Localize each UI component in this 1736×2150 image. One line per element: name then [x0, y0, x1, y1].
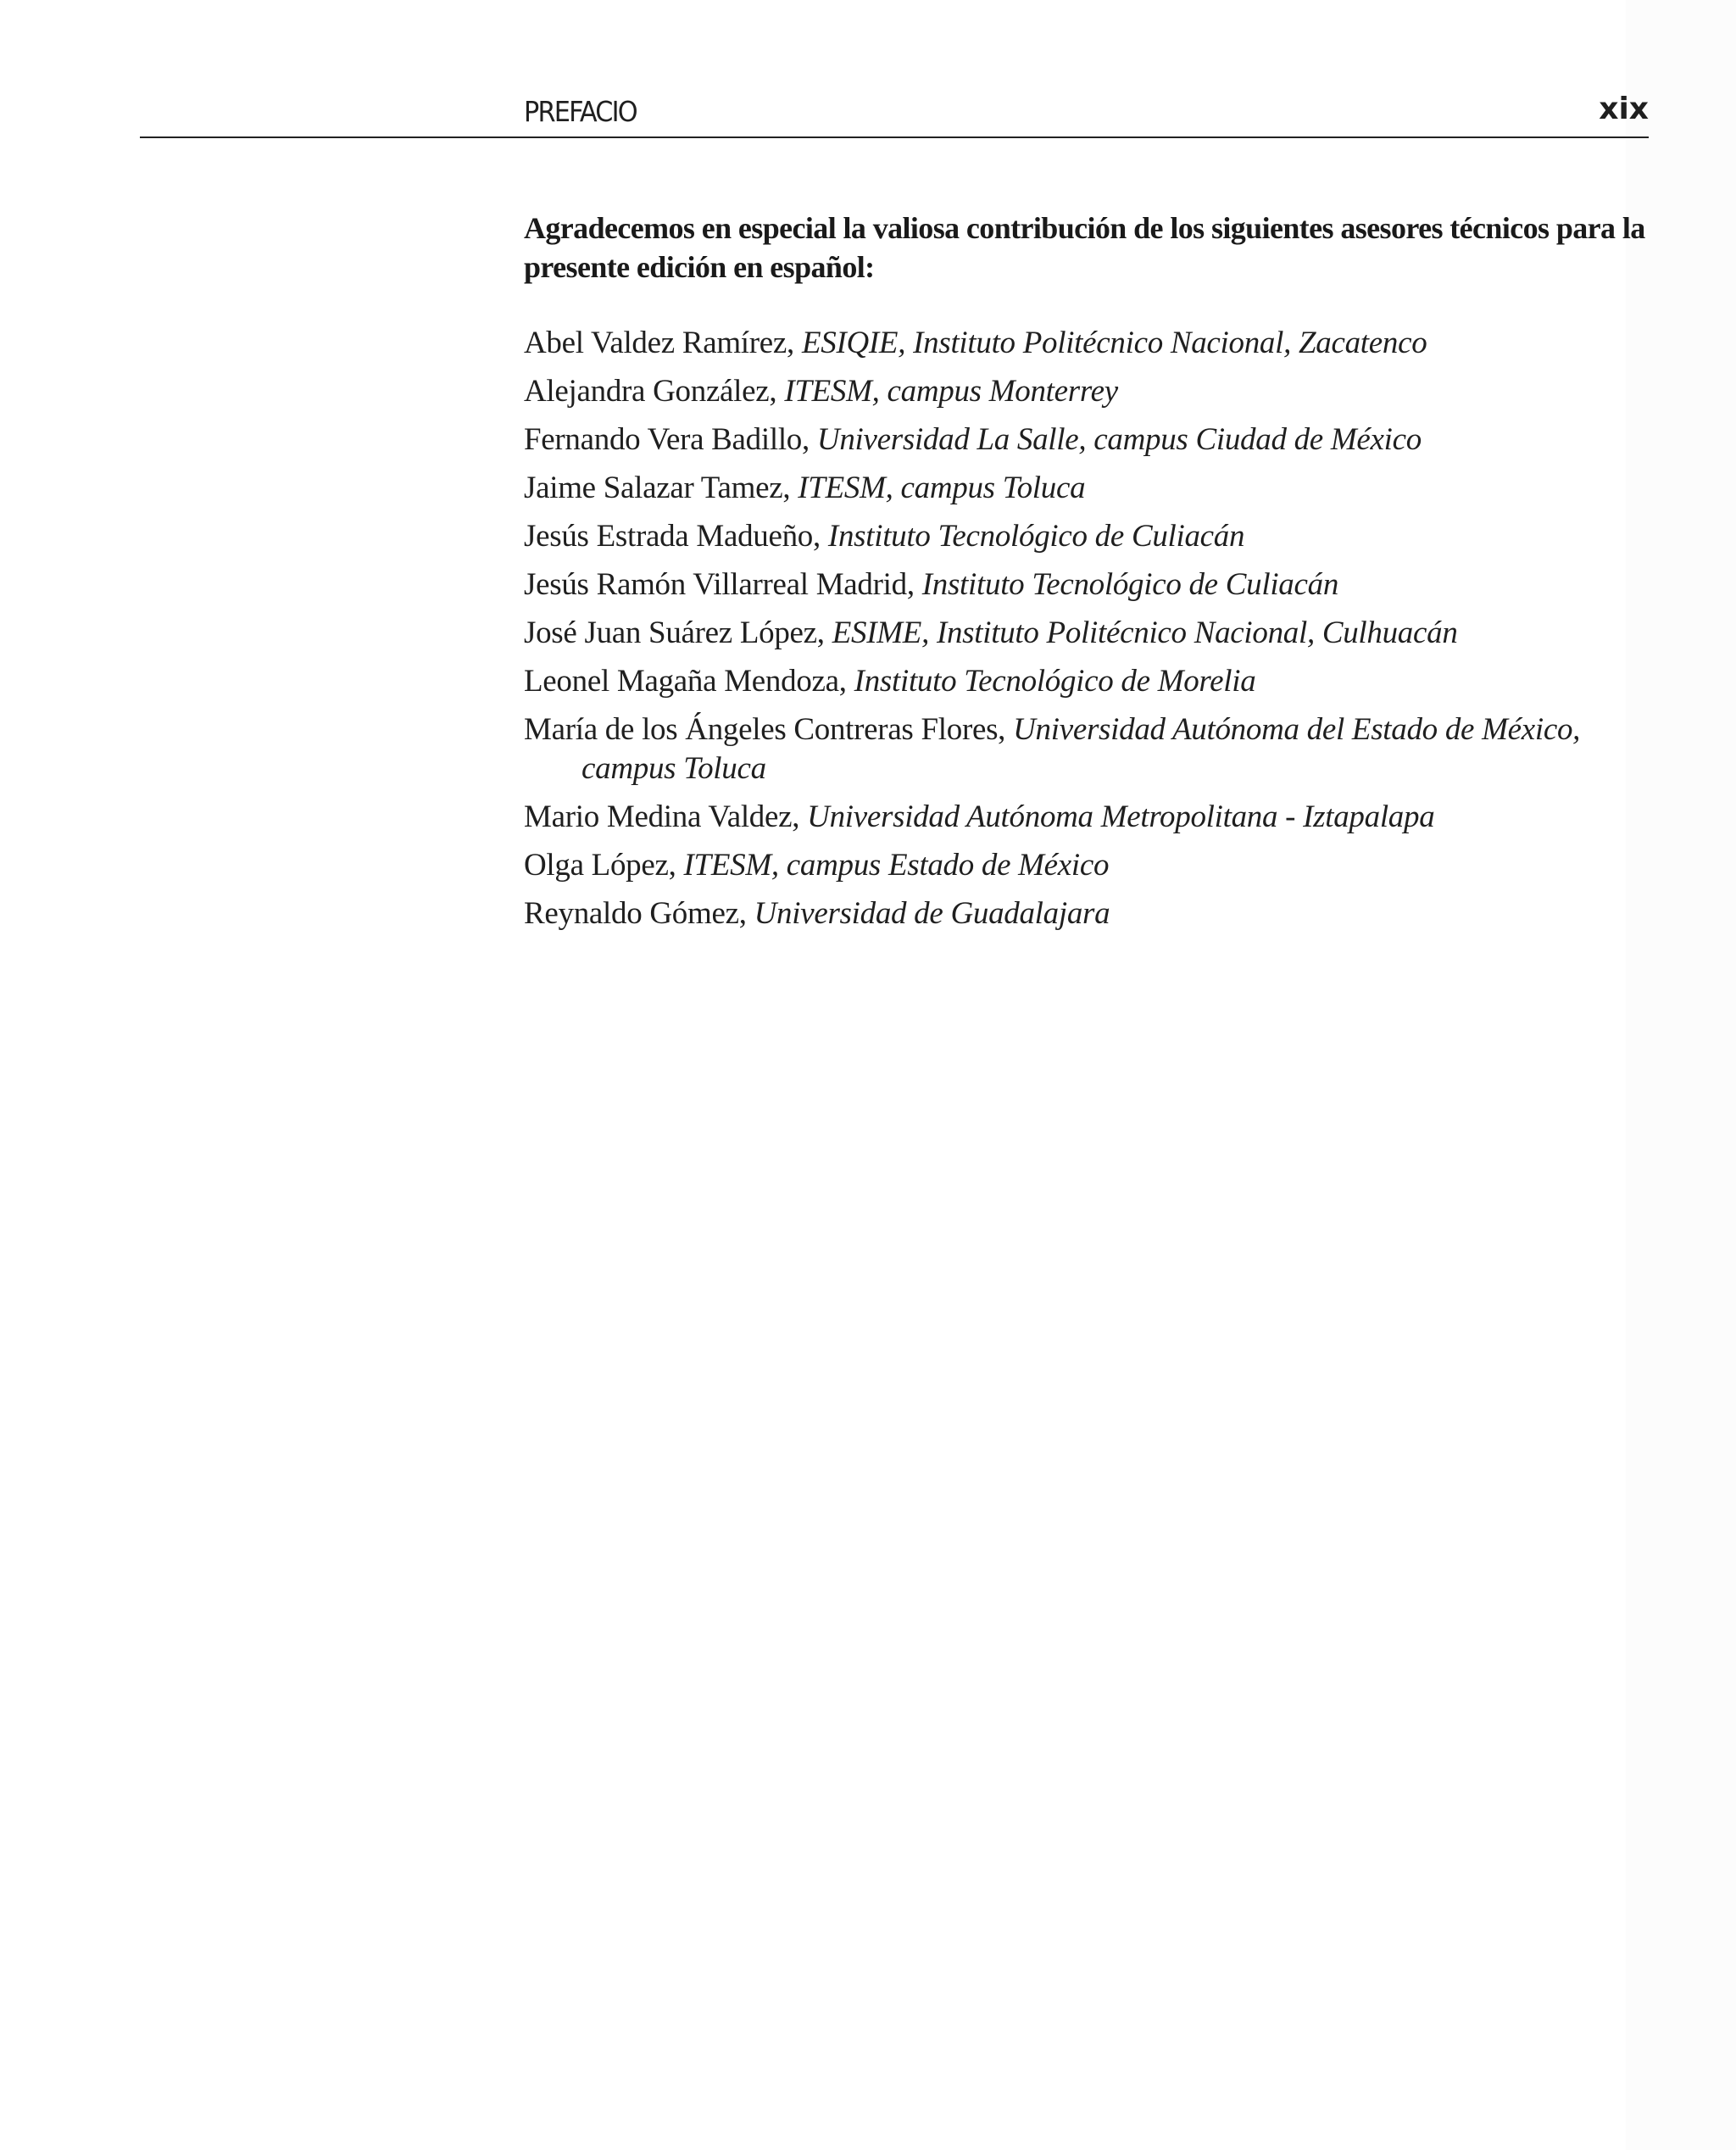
advisor-name: María de los Ángeles Contreras Flores,	[524, 712, 1006, 747]
advisor-affiliation: ITESM, campus Estado de México	[683, 848, 1110, 883]
advisor-entry	[524, 565, 1660, 604]
advisor-entry	[524, 469, 1660, 508]
advisor-name: Reynaldo Gómez,	[524, 896, 747, 931]
advisor-affiliation: ITESM, campus Toluca	[798, 471, 1086, 505]
advisor-affiliation: Instituto Tecnológico de Culiacán	[921, 567, 1339, 602]
advisor-name: Fernando Vera Badillo,	[524, 422, 810, 457]
advisor-name: Jesús Estrada Madueño,	[524, 519, 821, 554]
advisor-affiliation: ESIQIE, Instituto Politécnico Nacional, Zacatenco	[801, 326, 1427, 360]
advisor-name: Mario Medina Valdez,	[524, 799, 800, 834]
advisor-entry	[524, 614, 1660, 653]
advisor-entry	[524, 662, 1660, 701]
advisor-list	[524, 324, 1660, 933]
advisor-name: Leonel Magaña Mendoza,	[524, 664, 847, 699]
advisor-name: José Juan Suárez López,	[524, 615, 825, 650]
advisor-affiliation: Instituto Tecnológico de Morelia	[854, 664, 1256, 699]
advisor-name: Olga López,	[524, 848, 676, 883]
running-head-title: PREFACIO	[524, 95, 637, 128]
advisor-entry	[524, 798, 1660, 837]
page-content	[524, 209, 1660, 943]
advisor-affiliation: ITESM, campus Monterrey	[784, 374, 1118, 409]
advisor-affiliation: Universidad La Salle, campus Ciudad de México	[816, 422, 1422, 457]
advisor-name: Jaime Salazar Tamez,	[524, 471, 791, 505]
advisor-name: Jesús Ramón Villarreal Madrid,	[524, 567, 915, 602]
advisor-entry	[524, 421, 1660, 460]
advisor-affiliation: Instituto Tecnológico de Culiacán	[827, 519, 1245, 554]
advisor-entry	[524, 894, 1660, 933]
header-rule	[140, 136, 1649, 138]
advisor-entry	[524, 372, 1660, 411]
advisor-affiliation: Universidad Autónoma Metropolitana - Iztapalapa	[807, 799, 1435, 834]
advisor-affiliation: Universidad Autónoma del Estado de México, campus Toluca	[581, 712, 1581, 786]
advisor-entry	[524, 846, 1660, 885]
advisor-affiliation: Universidad de Guadalajara	[754, 896, 1110, 931]
advisor-entry	[524, 710, 1660, 788]
advisor-name: Alejandra González,	[524, 374, 777, 409]
page-number: xix	[1599, 92, 1649, 126]
acknowledgment-intro: Agradecemos en especial la valiosa contribución de los siguientes asesores técnicos para la presente edición en español:	[524, 211, 1645, 284]
advisor-affiliation: ESIME, Instituto Politécnico Nacional, Culhuacán	[832, 615, 1458, 650]
advisor-name: Abel Valdez Ramírez,	[524, 326, 794, 360]
advisor-entry	[524, 517, 1660, 556]
advisor-entry	[524, 324, 1660, 363]
